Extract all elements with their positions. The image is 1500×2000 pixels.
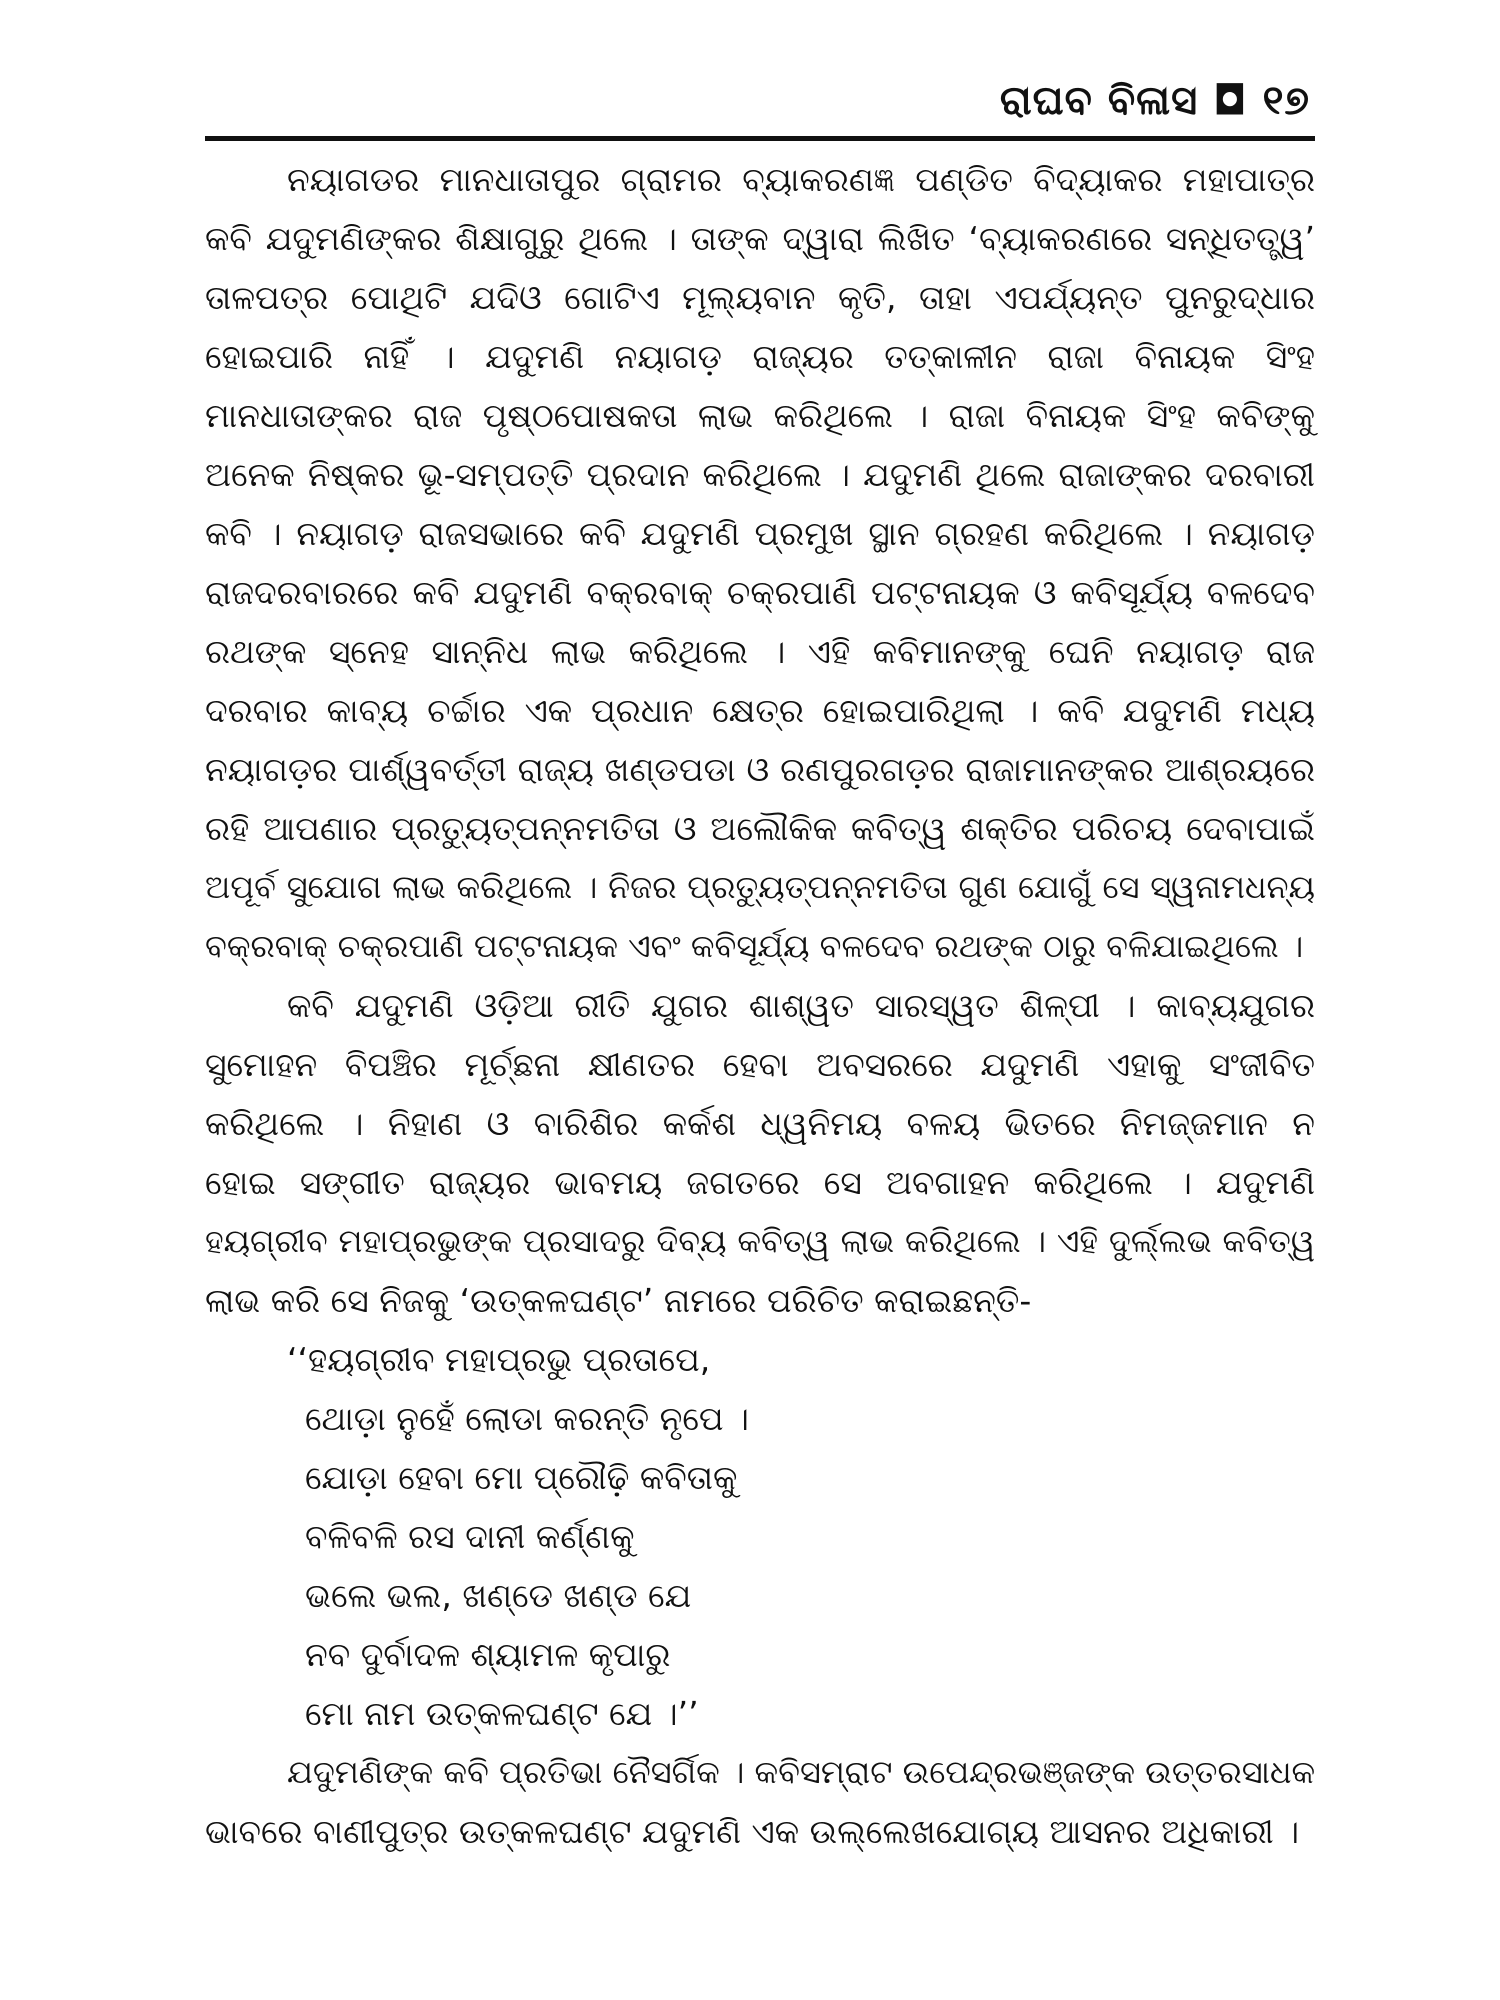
body-text bbox=[205, 150, 1315, 1861]
header-rule bbox=[205, 136, 1315, 141]
paragraph-3 bbox=[205, 1743, 1315, 1861]
text-line: ଯଦୁମଣିଙ୍କ କବି ପ୍ରତିଭା ନୈସର୍ଗିକ । କବିସମ୍ରାଟ ଉପେନ୍ଦ୍ରଭଞ୍ଜଙ୍କ ଉତ୍ତରସାଧକ bbox=[287, 1753, 1316, 1791]
text-line: ଲାଭ କରି ସେ ନିଜକୁ ‘ଉତ୍କଳଘଣ୍ଟ’ ନାମରେ ପରିଚିତ କରାଇଛନ୍ତି- bbox=[205, 1281, 1032, 1320]
text-line: ରାଜଦରବାରରେ କବି ଯଦୁମଣି ବକ୍ରବାକ୍ ଚକ୍ରପାଣି ପଟ୍ଟନାୟକ ଓ କବିସୂର୍ଯ୍ୟ ବଳଦେବ bbox=[205, 573, 1315, 612]
text-line: ହୋଇ ସଙ୍ଗୀତ ରାଜ୍ୟର ଭାବମୟ ଜଗତରେ ସେ ଅବଗାହନ କରିଥିଲେ । ଯଦୁମଣି bbox=[205, 1163, 1315, 1202]
text-line: ହୟଗ୍ରୀବ ମହାପ୍ରଭୁଙ୍କ ପ୍ରସାଦରୁ ଦିବ୍ୟ କବିତ୍ୱ ଲାଭ କରିଥିଲେ । ଏହି ଦୁର୍ଲ୍ଲଭ କବିତ୍ୱ bbox=[205, 1222, 1315, 1260]
text-line: ନୟାଗଡ଼ର ପାର୍ଶ୍ୱବର୍ତ୍ତୀ ରାଜ୍ୟ ଖଣ୍ଡପଡା ଓ ରଣପୁରଗଡ଼ର ରାଜାମାନଙ୍କର ଆଶ୍ରୟରେ bbox=[205, 750, 1315, 789]
verse-line: ମୋ ନାମ ଉତ୍କଳଘଣ୍ଟ ଯେ ।’’ bbox=[305, 1694, 699, 1733]
text-line: କବି ଯଦୁମଣିଙ୍କର ଶିକ୍ଷାଗୁରୁ ଥିଲେ । ତାଙ୍କ ଦ୍ୱାରା ଲିଖିତ ‘ବ୍ୟାକରଣରେ ସନ୍ଧିତତ୍ତ୍ୱ’ bbox=[205, 219, 1315, 258]
verse-line: ଥୋଡ଼ା ନୁହେଁ ଲୋଡା କରନ୍ତି ନୃପେ । bbox=[305, 1399, 749, 1438]
text-line: ହୋଇପାରି ନାହିଁ । ଯଦୁମଣି ନୟାଗଡ଼ ରାଜ୍ୟର ତତ୍କାଳୀନ ରାଜା ବିନାୟକ ସିଂହ bbox=[205, 337, 1315, 376]
text-line: ବକ୍ରବାକ୍ ଚକ୍ରପାଣି ପଟ୍ଟନାୟକ ଏବଂ କବିସୂର୍ଯ୍ୟ ବଳଦେବ ରଥଙ୍କ ଠାରୁ ବଳିଯାଇଥିଲେ । bbox=[205, 927, 1304, 965]
running-head: ରାଘବ ବିଳାସ ◘ ୧୭ bbox=[999, 78, 1310, 124]
text-line: ତାଳପତ୍ର ପୋଥିଟି ଯଦିଓ ଗୋଟିଏ ମୂଲ୍ୟବାନ କୃତି, ତାହା ଏପର୍ଯ୍ୟନ୍ତ ପୁନରୁଦ୍ଧାର bbox=[205, 278, 1315, 317]
text-line: ଅନେକ ନିଷ୍କର ଭୂ-ସମ୍ପତ୍ତି ପ୍ରଦାନ କରିଥିଲେ । ଯଦୁମଣି ଥିଲେ ରାଜାଙ୍କର ଦରବାରୀ bbox=[205, 455, 1315, 494]
text-line: ଭାବରେ ବାଣୀପୁତ୍ର ଉତ୍କଳଘଣ୍ଟ ଯଦୁମଣି ଏକ ଉଲ୍ଲେଖଯୋଗ୍ୟ ଆସନର ଅଧିକାରୀ । bbox=[205, 1812, 1300, 1851]
text-line: ଅପୂର୍ବ ସୁଯୋଗ ଲାଭ କରିଥିଲେ । ନିଜର ପ୍ରତ୍ୟୁତ୍ପନ୍ନମତିତା ଗୁଣ ଯୋଗୁଁ ସେ ସ୍ୱନାମଧନ୍ୟ bbox=[205, 868, 1315, 906]
text-line: ରଥଙ୍କ ସ୍ନେହ ସାନ୍ନିଧ ଲାଭ କରିଥିଲେ । ଏହି କବିମାନଙ୍କୁ ଘେନି ନୟାଗଡ଼ ରାଜ bbox=[205, 632, 1315, 671]
text-line: ରହି ଆପଣାର ପ୍ରତ୍ୟୁତ୍ପନ୍ନମତିତା ଓ ଅଲୌକିକ କବିତ୍ୱ ଶକ୍ତିର ପରିଚୟ ଦେବାପାଇଁ bbox=[205, 809, 1315, 848]
verse-line: ବଳିବଳି ରସ ଦାନୀ କର୍ଣ୍ଣକୁ bbox=[305, 1517, 635, 1556]
text-line: କରିଥିଲେ । ନିହାଣ ଓ ବାରିଶିର କର୍କଶ ଧ୍ୱନିମୟ ବଳୟ ଭିତରେ ନିମଜ୍ଜମାନ ନ bbox=[205, 1104, 1315, 1143]
verse-line: ନବ ଦୁର୍ବାଦଳ ଶ୍ୟାମଳ କୃପାରୁ bbox=[305, 1635, 671, 1674]
paragraph-2 bbox=[205, 976, 1315, 1330]
verse-line: ଭଲେ ଭଲ, ଖଣ୍ଡେ ଖଣ୍ଡ ଯେ bbox=[305, 1576, 692, 1615]
text-line: ମାନଧାତାଙ୍କର ରାଜ ପୃଷ୍ଠପୋଷକତା ଲାଭ କରିଥିଲେ । ରାଜା ବିନାୟକ ସିଂହ କବିଙ୍କୁ bbox=[205, 396, 1315, 435]
verse-line: ଯୋଡ଼ା ହେବା ମୋ ପ୍ରୌଢ଼ି କବିତାକୁ bbox=[305, 1458, 738, 1497]
text-line: ଦରବାର କାବ୍ୟ ଚର୍ଚ୍ଚାର ଏକ ପ୍ରଧାନ କ୍ଷେତ୍ର ହୋଇପାରିଥିଲା । କବି ଯଦୁମଣି ମଧ୍ୟ bbox=[205, 691, 1315, 730]
text-line: କବି । ନୟାଗଡ଼ ରାଜସଭାରେ କବି ଯଦୁମଣି ପ୍ରମୁଖ ସ୍ଥାନ ଗ୍ରହଣ କରିଥିଲେ । ନୟାଗଡ଼ bbox=[205, 514, 1315, 553]
verse-line: ‘‘ହୟଗ୍ରୀବ ମହାପ୍ରଭୁ ପ୍ରତାପେ, bbox=[287, 1340, 711, 1379]
text-line: ସୁମୋହନ ବିପଞ୍ଚିର ମୂର୍ଚ୍ଛନା କ୍ଷୀଣତର ହେବା ଅବସରରେ ଯଦୁମଣି ଏହାକୁ ସଂଜୀବିତ bbox=[205, 1045, 1315, 1084]
text-line: ନୟାଗଡର ମାନଧାତାପୁର ଗ୍ରାମର ବ୍ୟାକରଣଜ୍ଞ ପଣ୍ଡିତ ବିଦ୍ୟାକର ମହାପାତ୍ର bbox=[287, 160, 1315, 199]
text-line: କବି ଯଦୁମଣି ଓଡ଼ିଆ ରୀତି ଯୁଗର ଶାଶ୍ୱତ ସାରସ୍ୱତ ଶିଳ୍ପୀ । କାବ୍ୟଯୁଗର bbox=[287, 986, 1315, 1025]
paragraph-1 bbox=[205, 150, 1315, 976]
verse-block bbox=[205, 1330, 1315, 1743]
